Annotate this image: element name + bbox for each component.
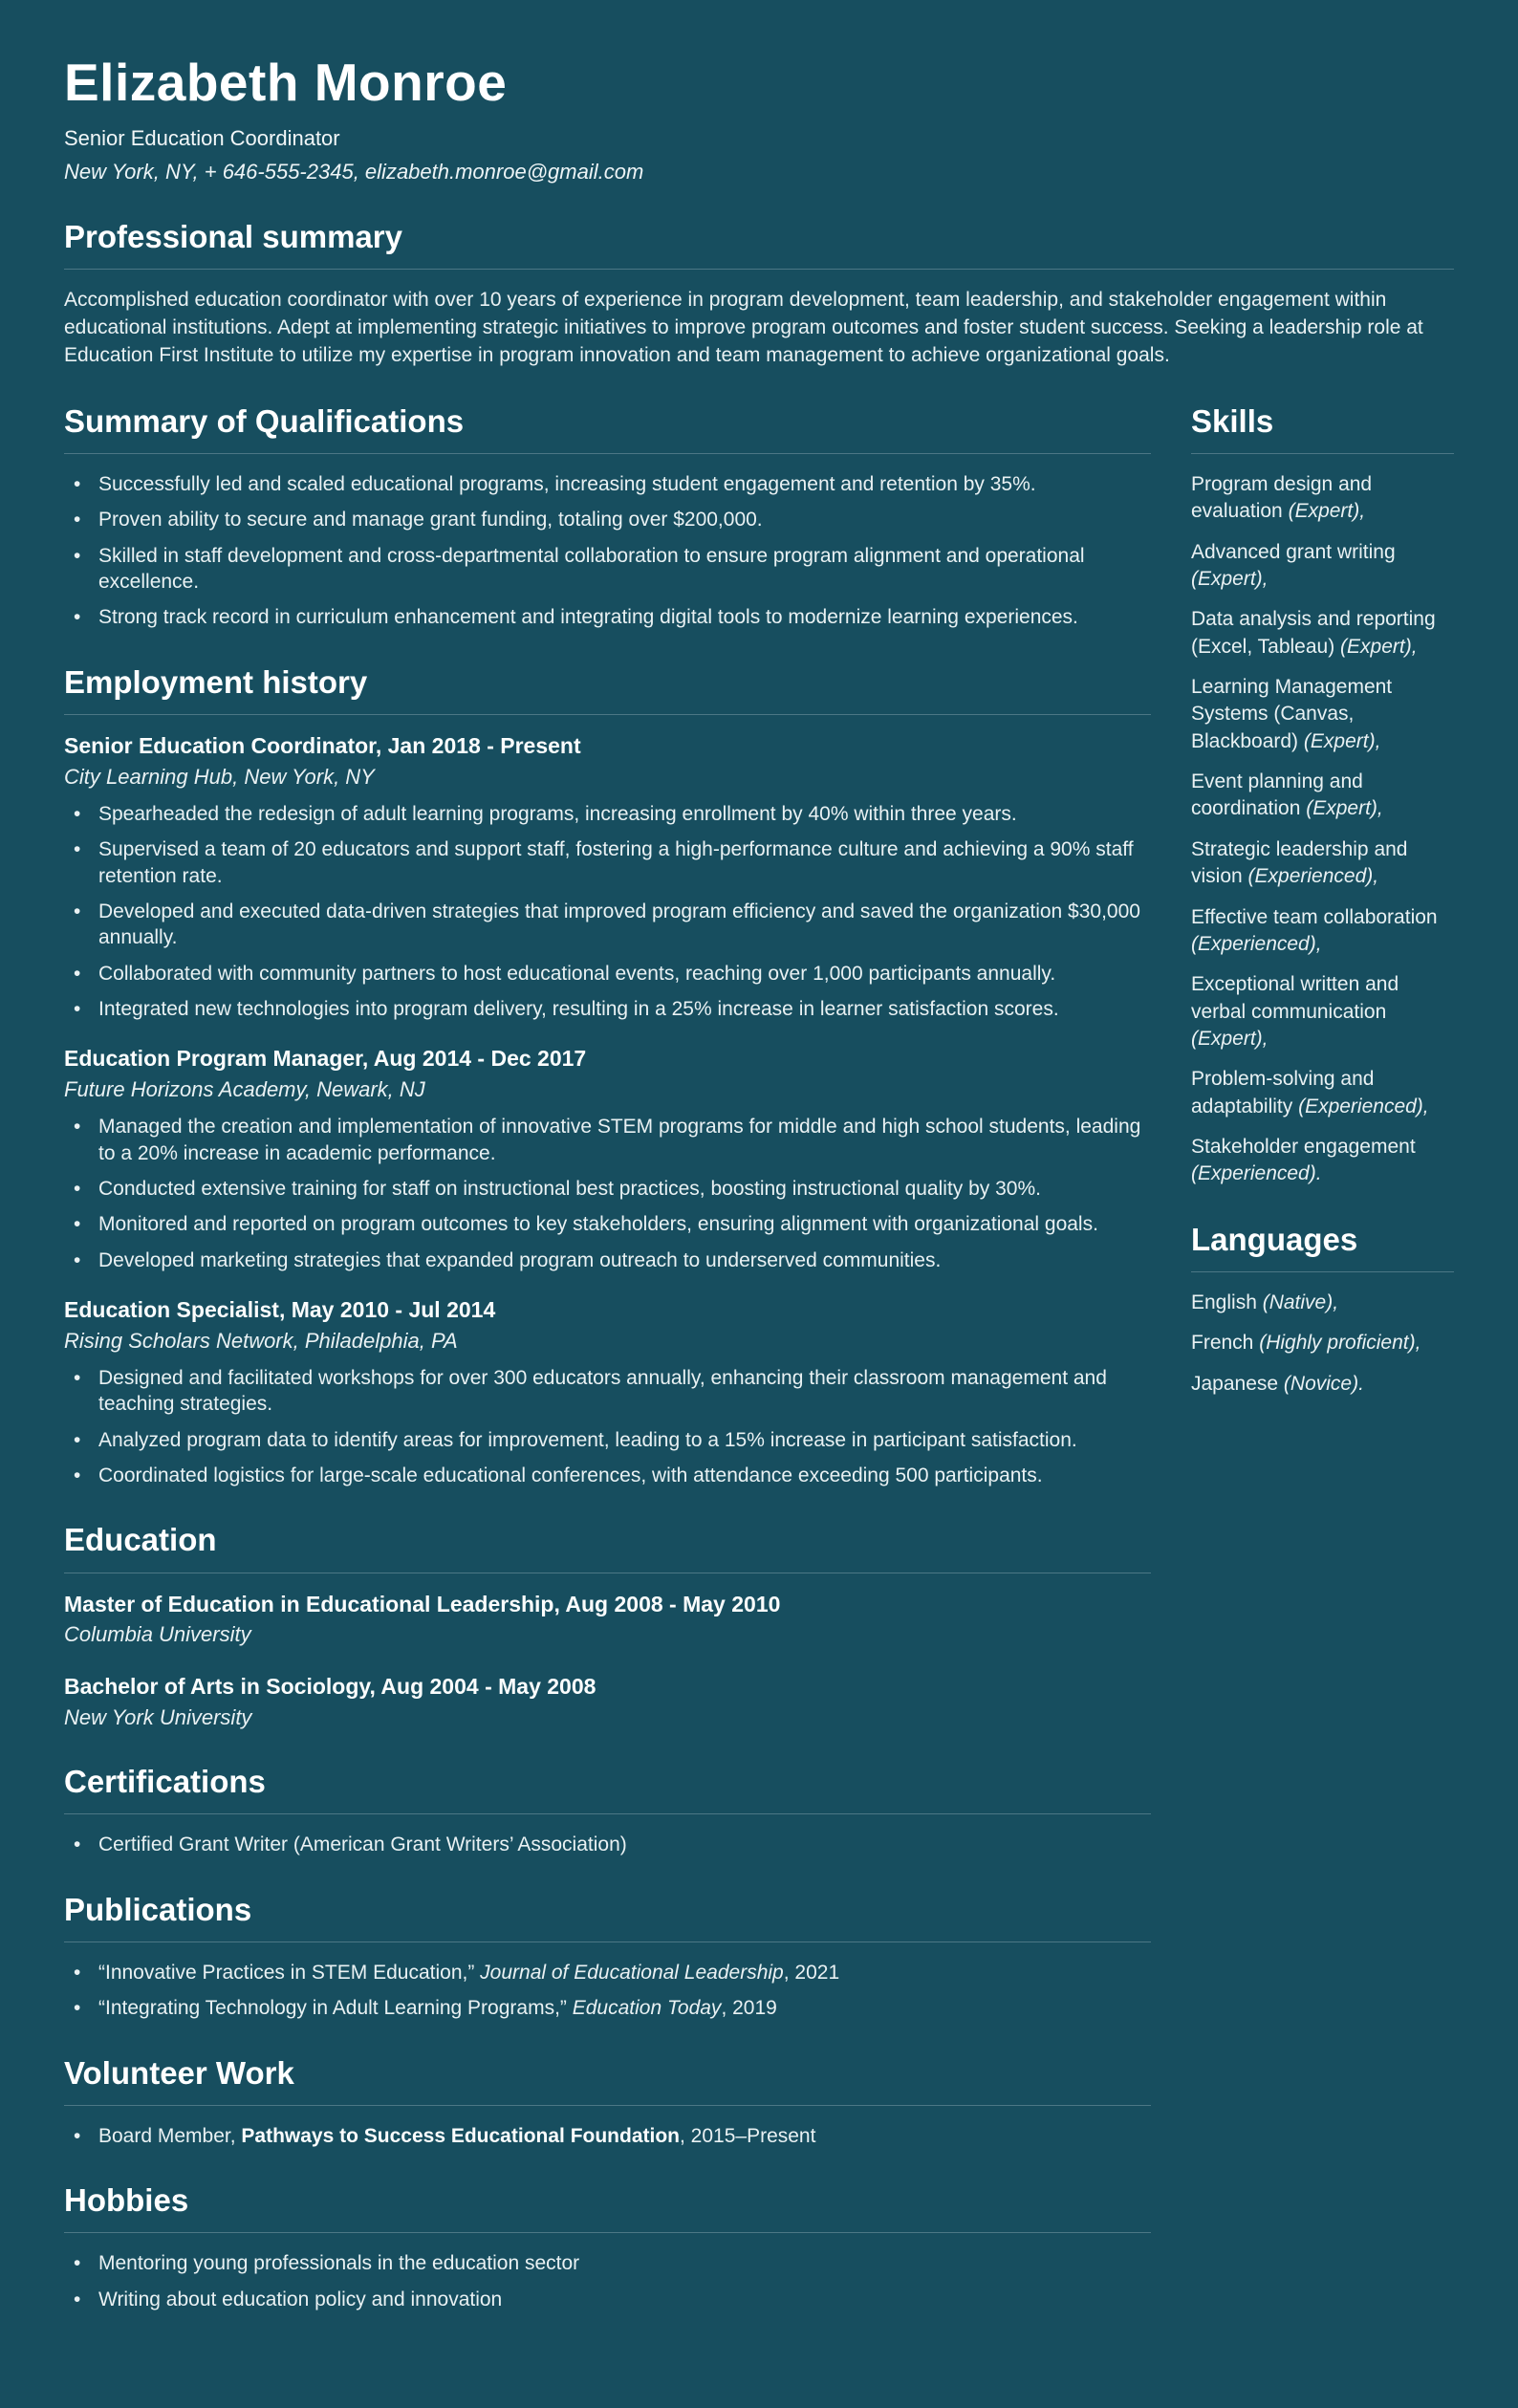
job-title: Education Program Manager, Aug 2014 - Dec 2017 xyxy=(64,1046,587,1072)
list-item: • Spearheaded the redesign of adult learning programs, increasing enrollment by 40% within three years. xyxy=(64,801,1151,827)
list-item: • Collaborated with community partners to host educational events, reaching over 1,000 participants annually. xyxy=(64,961,1151,987)
section-education xyxy=(64,1523,1151,1730)
skill-name: Stakeholder engagement xyxy=(1191,1135,1416,1158)
skill-level: (Experienced), xyxy=(1247,865,1379,888)
skills-heading: Skills xyxy=(1191,404,1454,454)
languages-heading: Languages xyxy=(1191,1223,1454,1272)
skill-level: (Expert), xyxy=(1340,635,1418,658)
list-item: • Successfully led and scaled educational programs, increasing student engagement and retention by 35%. xyxy=(64,471,1151,497)
section-skills xyxy=(1191,404,1454,1188)
sidebar-column xyxy=(1191,370,1454,1398)
section-hobbies xyxy=(64,2183,1151,2312)
skill-name: Strategic leadership and vision xyxy=(1191,837,1408,888)
skill-item xyxy=(1191,769,1454,823)
main-column xyxy=(64,370,1151,2322)
list-item: • Coordinated logistics for large-scale educational conferences, with attendance exceeding 500 participants. xyxy=(64,1463,1151,1488)
list-item: • Writing about education policy and innovation xyxy=(64,2287,1151,2312)
skill-level: (Highly proficient), xyxy=(1259,1332,1421,1355)
person-job-title: Senior Education Coordinator xyxy=(64,125,340,150)
skill-item xyxy=(1191,1134,1454,1188)
languages-list xyxy=(1191,1290,1454,1398)
job-company: City Learning Hub, New York, NY xyxy=(64,764,375,789)
job-entry xyxy=(64,1296,1151,1488)
qualifications-heading: Summary of Qualifications xyxy=(64,404,1151,454)
section-employment-history xyxy=(64,665,1151,1489)
hobbies-list xyxy=(64,2250,1151,2312)
degree-title: Bachelor of Arts in Sociology, Aug 2004 - May 2008 xyxy=(64,1673,596,1699)
skill-level: (Expert), xyxy=(1288,500,1366,523)
professional-summary-heading: Professional summary xyxy=(64,220,1454,270)
skill-name: Japanese xyxy=(1191,1372,1284,1395)
list-item: • “Innovative Practices in STEM Education,” Journal of Educational Leadership, 2021 xyxy=(64,1960,1151,1985)
list-item: • Strong track record in curriculum enhancement and integrating digital tools to modernize learning experiences. xyxy=(64,604,1151,630)
job-title: Education Specialist, May 2010 - Jul 2014 xyxy=(64,1296,496,1322)
list-item: • Skilled in staff development and cross-departmental collaboration to ensure program alignment and operational excellence. xyxy=(64,543,1151,596)
skill-item xyxy=(1191,904,1454,959)
job-bullets xyxy=(64,1365,1151,1488)
job-bullets xyxy=(64,1114,1151,1272)
skill-level: (Experienced). xyxy=(1191,1162,1322,1185)
list-item: • Managed the creation and implementation of innovative STEM programs for middle and high school students, leading to a 20% increase in academic performance. xyxy=(64,1114,1151,1166)
skill-item xyxy=(1191,471,1454,526)
skill-item xyxy=(1191,1330,1454,1356)
degree-entry xyxy=(64,1673,1151,1730)
list-item: • Supervised a team of 20 educators and support staff, fostering a high-performance culture and achieving a 90% staff retention rate. xyxy=(64,836,1151,889)
job-entry xyxy=(64,732,1151,1022)
publications-list xyxy=(64,1960,1151,2022)
list-item: • “Integrating Technology in Adult Learning Programs,” Education Today, 2019 xyxy=(64,1995,1151,2021)
resume-header xyxy=(64,55,1454,185)
skill-name: Learning Management Systems (Canvas, Blackboard) xyxy=(1191,676,1393,752)
list-item: • Analyzed program data to identify areas for improvement, leading to a 15% increase in participant satisfaction. xyxy=(64,1427,1151,1453)
list-item: • Designed and facilitated workshops for over 300 educators annually, enhancing their classroom management and teaching strategies. xyxy=(64,1365,1151,1418)
skill-name: Exceptional written and verbal communication xyxy=(1191,973,1399,1023)
education-heading: Education xyxy=(64,1523,1151,1573)
list-item: • Integrated new technologies into program delivery, resulting in a 25% increase in learner satisfaction scores. xyxy=(64,996,1151,1022)
skill-name: Data analysis and reporting (Excel, Tableau) xyxy=(1191,608,1436,658)
skill-name: French xyxy=(1191,1332,1260,1355)
volunteer-list xyxy=(64,2123,1151,2149)
volunteer-heading: Volunteer Work xyxy=(64,2056,1151,2106)
list-item: • Board Member, Pathways to Success Educational Foundation, 2015–Present xyxy=(64,2123,1151,2149)
section-languages xyxy=(1191,1223,1454,1398)
certifications-list xyxy=(64,1832,1151,1857)
list-item: • Monitored and reported on program outcomes to key stakeholders, ensuring alignment with organizational goals. xyxy=(64,1211,1151,1237)
skills-list xyxy=(1191,471,1454,1188)
section-certifications xyxy=(64,1765,1151,1858)
degree-school: Columbia University xyxy=(64,1622,251,1647)
skill-item xyxy=(1191,1371,1454,1398)
skill-level: (Experienced), xyxy=(1298,1095,1429,1117)
hobbies-heading: Hobbies xyxy=(64,2183,1151,2233)
professional-summary-paragraph: Accomplished education coordinator with over 10 years of experience in program development, team leadership, and stakeholder engagement within educational institutions. Adept at implementing strategic initiatives to improve program outcomes and foster student success. Seeking a leadership role at Education First Institute to utilize my expertise in program innovation and team management to achieve organizational goals. xyxy=(64,288,1423,366)
skill-name: Program design and evaluation xyxy=(1191,473,1373,523)
skill-level: (Expert), xyxy=(1191,1027,1269,1050)
job-bullets xyxy=(64,801,1151,1022)
qualifications-list xyxy=(64,471,1151,630)
section-qualifications xyxy=(64,404,1151,631)
skill-level: (Novice). xyxy=(1283,1372,1364,1395)
skill-name: Problem-solving and adaptability xyxy=(1191,1068,1375,1117)
skill-level: (Expert), xyxy=(1303,729,1381,752)
section-professional-summary xyxy=(64,220,1454,370)
publications-heading: Publications xyxy=(64,1893,1151,1942)
list-item: • Developed and executed data-driven strategies that improved program efficiency and saved the organization $30,000 annually. xyxy=(64,899,1151,951)
employment-heading: Employment history xyxy=(64,665,1151,715)
skill-item xyxy=(1191,1290,1454,1316)
list-item: • Certified Grant Writer (American Grant Writers’ Association) xyxy=(64,1832,1151,1857)
skill-level: (Expert), xyxy=(1191,568,1269,591)
skill-name: English xyxy=(1191,1291,1263,1313)
skill-name: Event planning and coordination xyxy=(1191,770,1363,820)
list-item: • Conducted extensive training for staff on instructional best practices, boosting instructional quality by 30%. xyxy=(64,1176,1151,1202)
person-name: Elizabeth Monroe xyxy=(64,53,508,112)
skill-item xyxy=(1191,971,1454,1052)
job-company: Rising Scholars Network, Philadelphia, PA xyxy=(64,1328,458,1353)
skill-item xyxy=(1191,836,1454,891)
job-company: Future Horizons Academy, Newark, NJ xyxy=(64,1076,425,1101)
skill-item xyxy=(1191,674,1454,755)
skill-item xyxy=(1191,606,1454,661)
list-item: • Mentoring young professionals in the education sector xyxy=(64,2250,1151,2276)
degree-title: Master of Education in Educational Leadership, Aug 2008 - May 2010 xyxy=(64,1591,781,1616)
contact-info: New York, NY, + 646-555-2345, elizabeth.monroe@gmail.com xyxy=(64,160,644,184)
section-publications xyxy=(64,1893,1151,2022)
skill-level: (Experienced), xyxy=(1191,932,1322,955)
skill-level: (Native), xyxy=(1262,1291,1339,1313)
skill-name: Advanced grant writing xyxy=(1191,540,1396,563)
list-item: • Proven ability to secure and manage grant funding, totaling over $200,000. xyxy=(64,507,1151,532)
degree-school: New York University xyxy=(64,1704,252,1729)
skill-name: Effective team collaboration xyxy=(1191,905,1438,928)
section-volunteer-work xyxy=(64,2056,1151,2150)
skill-item xyxy=(1191,539,1454,594)
skill-item xyxy=(1191,1066,1454,1120)
jobs-container xyxy=(64,732,1151,1489)
list-item: • Developed marketing strategies that expanded program outreach to underserved communities. xyxy=(64,1247,1151,1273)
degree-entry xyxy=(64,1591,1151,1648)
job-title: Senior Education Coordinator, Jan 2018 - Present xyxy=(64,732,581,758)
two-column-layout xyxy=(64,370,1454,2322)
certifications-heading: Certifications xyxy=(64,1765,1151,1814)
job-entry xyxy=(64,1045,1151,1273)
degrees-container xyxy=(64,1591,1151,1731)
skill-level: (Expert), xyxy=(1306,797,1383,820)
